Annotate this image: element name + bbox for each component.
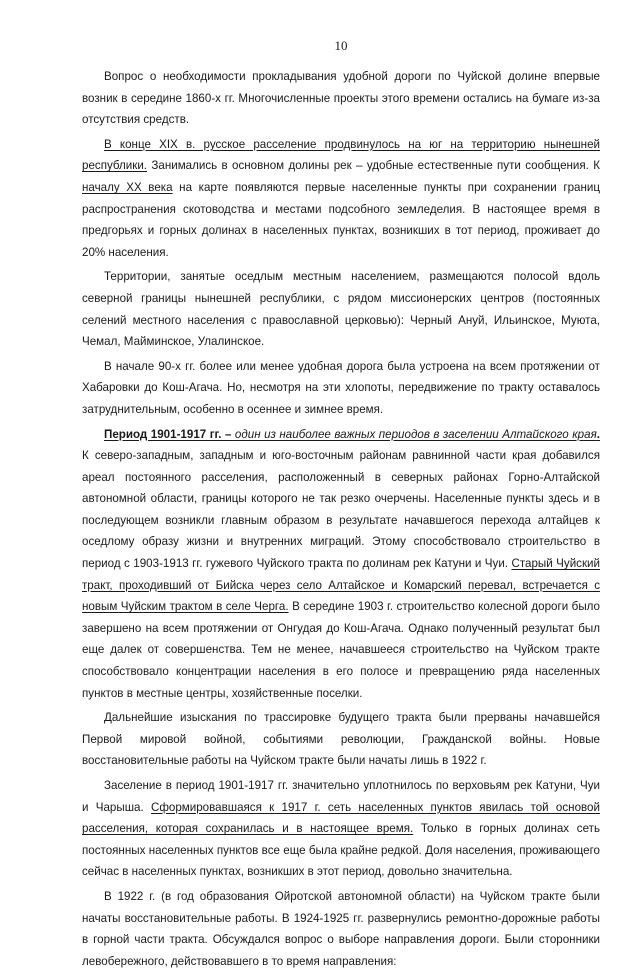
paragraph-7 — [82, 775, 600, 883]
paragraph-2 — [82, 134, 600, 264]
paragraph-text: Только в горных долинах сеть постоянных населенных пунктов все еще была крайне редкой. Доля населения, проживающего сейчас в населенных пунктах, возникших в этот период, довольно значительна. — [82, 822, 600, 879]
paragraph-text: К северо-западным, западным и юго-восточным районам равнинной части края добавился ареал постоянного расселения, расположенный в северных районах Горно-Алтайской автономной области, границы которого не так резко очерчены. Населенные пункты здесь и в последующем возникли главным образом в результате начавшегося перехода алтайцев к оседлому образу жизни и внутренних миграций. Этому способствовало строительство в период с 1903-1913 гг. гужевого Чуйского тракта по долинам рек Катуни и Чуи. — [82, 449, 600, 571]
paragraph-1: Вопрос о необходимости прокладывания удобной дороги по Чуйской долине впервые возник в середине 1860-х гг. Многочисленные проекты этого времени остались на бумаге из-за отсутствия средств. — [82, 70, 600, 127]
underlined-text: Старый Чуйский тракт, проходивший от Бийска через село Алтайское и Комарский перевал, встречается с новым Чуйским трактом в селе Черга. — [82, 557, 600, 614]
paragraph-text: Занимались в основном долины рек – удобные естественные пути сообщения. К — [147, 159, 600, 173]
underlined-text: В конце XIX в. русское расселение продвинулось на юг на территорию нынешней республики. — [82, 137, 600, 173]
page-number: 10 — [334, 38, 348, 53]
underlined-text: началу XX века — [82, 180, 173, 194]
paragraph-text: В середине 1903 г. строительство колесной дороги было завершено на всем протяжении от Онгудая до Кош-Агача. Однако полученный результат был еще далек от совершенства. Тем не менее, начавшееся строительство на Чуйском тракте способствовало концентрации населения в его полосе и превращению ряда населенных пунктов в местные центры, хозяйственные поселки. — [82, 600, 600, 700]
heading-dash: – — [221, 427, 235, 441]
italic-subtitle: один из наиболее важных периодов в заселении Алтайского края — [234, 427, 597, 441]
paragraph-text: на карте появляются первые населенные пункты при сохранении границ распространения скотоводства и местами подсобного земледелия. В настоящее время в предгорьях и горных долинах в населенных пунктах, возникших в тот период, проживает до 20% населения. — [82, 180, 600, 259]
paragraph-5 — [82, 424, 600, 705]
paragraph-3: Территории, занятые оседлым местным населением, размещаются полосой вдоль северной границы нынешней республики, с рядом миссионерских центров (постоянных селений местного населения с православной церковью): Черный Ануй, Ильинское, Муюта, Чемал, Майминское, Улалинское. — [82, 270, 600, 349]
paragraph-text: Заселение в период 1901-1917 гг. значительно уплотнилось по верховьям рек Катуни, Чуи и Чарыша. — [82, 779, 600, 814]
heading-punct: . — [596, 427, 600, 441]
underlined-text: Сформировавшаяся к 1917 г. сеть населенных пунктов явилась той основой расселения, которая сохранилась и в настоящее время. — [82, 800, 600, 836]
paragraph-4: В начале 90-х гг. более или менее удобная дорога была устроена на всем протяжении от Хабаровки до Кош-Агача. Но, несмотря на эти хлопоты, передвижение по тракту оставалось затруднительным, особенно в осеннее и зимнее время. — [82, 359, 600, 416]
paragraph-8: В 1922 г. (в год образования Ойротской автономной области) на Чуйском тракте были начаты восстановительные работы. В 1924-1925 гг. развернулись ремонтно-дорожные работы в горной части тракта. Обсуждался вопрос о выборе направления дороги. Были сторонники левобережного, действовавшего в то время направления: — [82, 889, 600, 968]
period-heading: Период 1901-1917 гг. — [104, 427, 222, 441]
paragraph-6: Дальнейшие изыскания по трассировке будущего тракта были прерваны начавшейся Первой мировой войной, событиями революции, Гражданской войны. Новые восстановительные работы на Чуйском тракте были начаты лишь в 1922 г. — [82, 711, 600, 768]
